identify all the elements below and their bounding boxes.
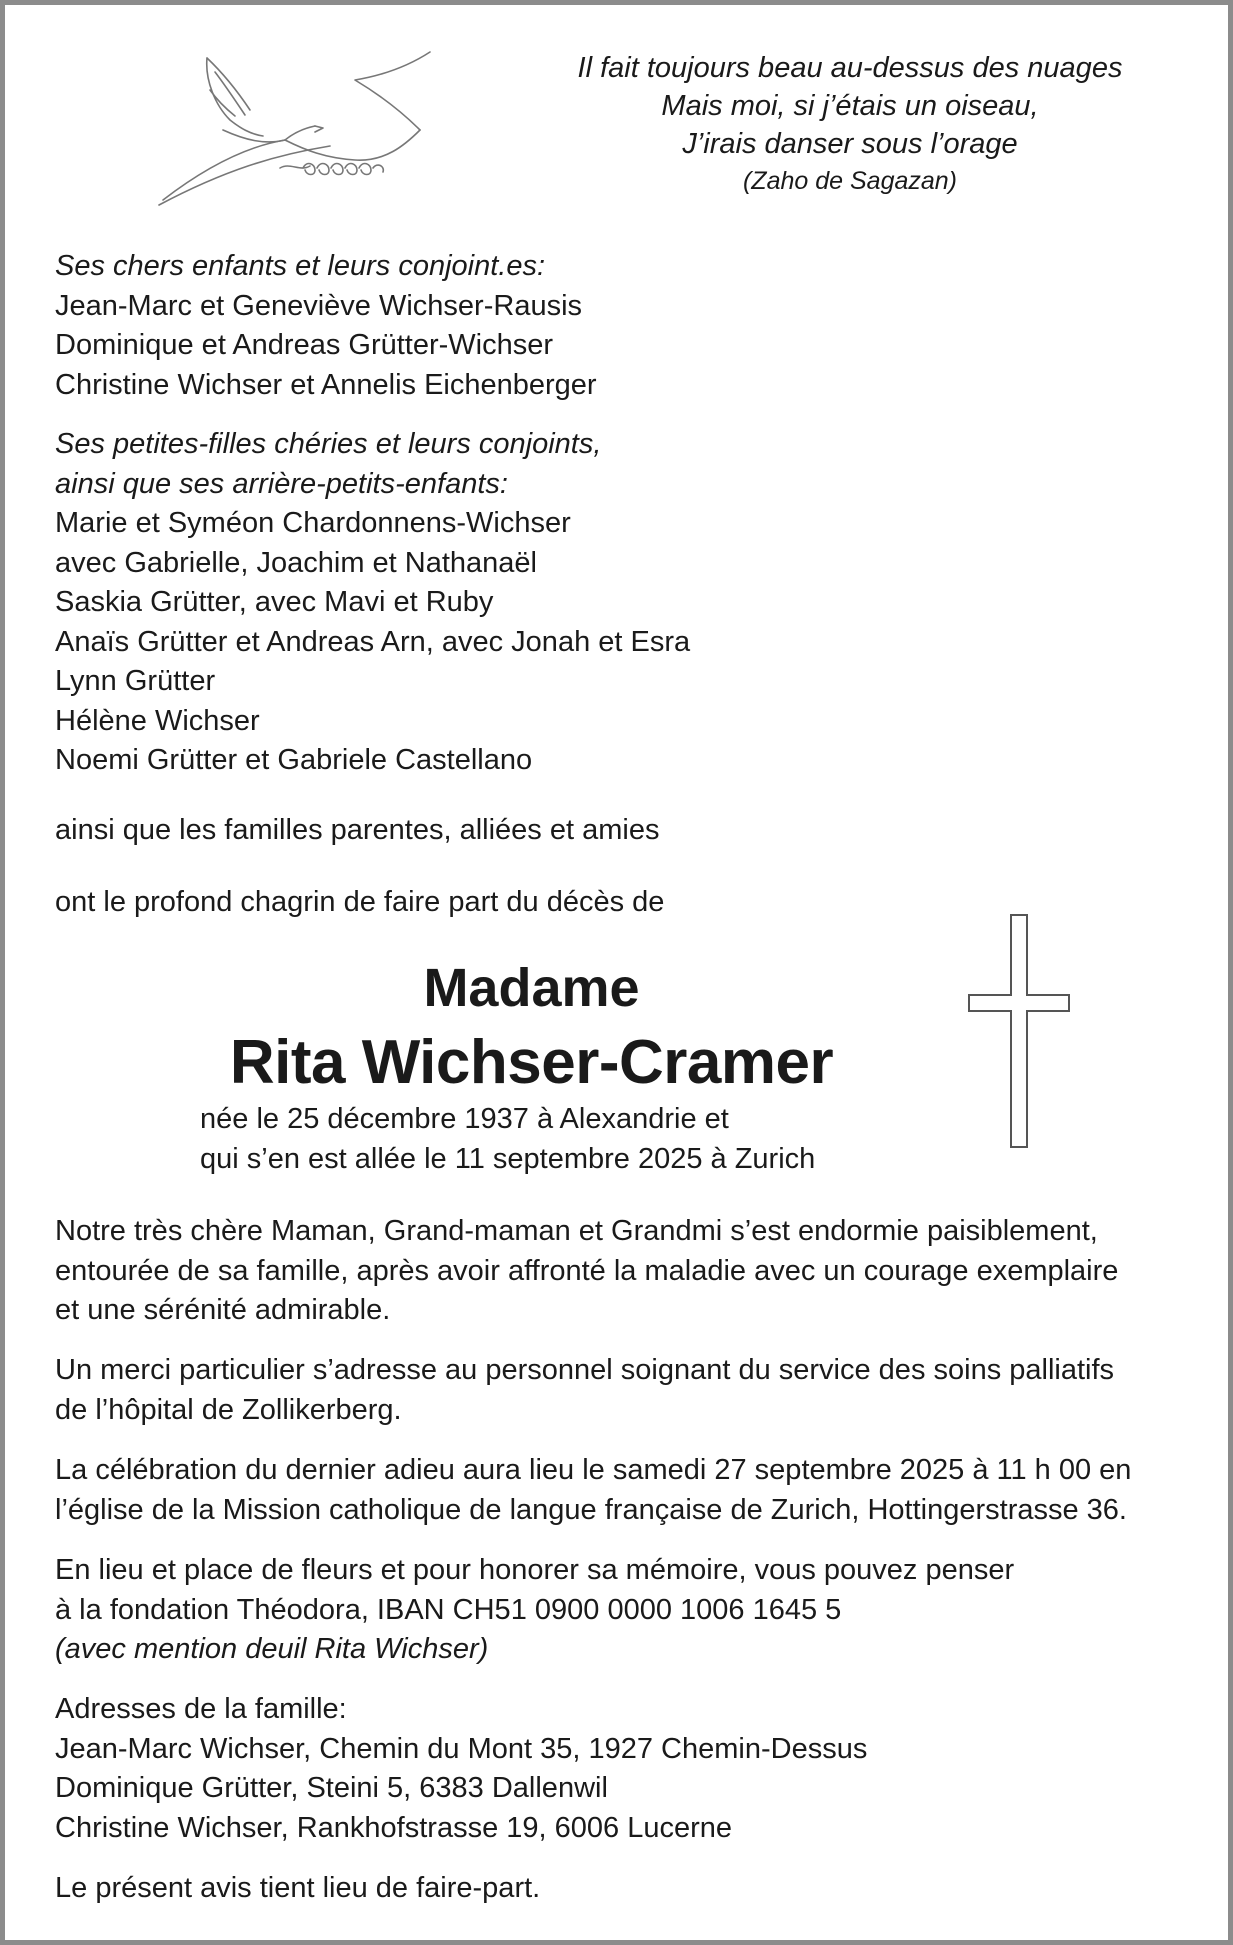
deceased-title: Madame xyxy=(423,958,640,1018)
address-line: Jean-Marc Wichser, Chemin du Mont 35, 1927 Chemin-Dessus xyxy=(55,1732,868,1765)
closing-line: Le présent avis tient lieu de faire-part. xyxy=(55,1872,541,1904)
poem-line: J’irais danser sous l’orage xyxy=(682,128,1018,160)
paragraph-line: l’église de la Mission catholique de langue française de Zurich, Hottingerstrasse 36. xyxy=(55,1493,1127,1526)
poem xyxy=(550,49,1150,199)
families-line: ainsi que les familles parentes, alliées et amies xyxy=(55,814,660,846)
donation-paragraph xyxy=(55,1551,1014,1670)
children-heading: Ses chers enfants et leurs conjoint.es: xyxy=(55,250,546,282)
grandchild-name: Lynn Grütter xyxy=(55,665,216,697)
addresses-section xyxy=(55,1690,867,1848)
donation-note: (avec mention deuil Rita Wichser) xyxy=(55,1633,489,1665)
paragraph-line: Notre très chère Maman, Grand-maman et Grandmi s’est endormie paisiblement, xyxy=(55,1215,1098,1247)
grandchildren-heading: Ses petites-filles chéries et leurs conjoints, xyxy=(55,428,602,460)
death-line: qui s’en est allée le 11 septembre 2025 à Zurich xyxy=(200,1142,816,1175)
deceased-name: Rita Wichser-Cramer xyxy=(229,1028,834,1097)
paragraph-line: de l’hôpital de Zollikerberg. xyxy=(55,1393,402,1426)
children-section xyxy=(55,247,597,405)
thanks-paragraph xyxy=(55,1351,1114,1430)
paragraph-line: Un merci particulier s’adresse au personnel soignant du service des soins palliatifs xyxy=(55,1354,1115,1386)
grandchild-name: avec Gabrielle, Joachim et Nathanaël xyxy=(55,546,537,579)
addresses-heading: Adresses de la famille: xyxy=(55,1693,347,1725)
paragraph-line: à la fondation Théodora, IBAN CH51 0900 0000 1006 1645 5 xyxy=(55,1593,842,1626)
grandchild-name: Anaïs Grütter et Andreas Arn, avec Jonah et Esra xyxy=(55,625,691,658)
grandchild-name: Hélène Wichser xyxy=(55,704,260,737)
poem-line: Il fait toujours beau au-dessus des nuages xyxy=(577,52,1123,84)
address-line: Christine Wichser, Rankhofstrasse 19, 6006 Lucerne xyxy=(55,1811,733,1844)
life-dates xyxy=(200,1100,815,1179)
announcement-line: ont le profond chagrin de faire part du décès de xyxy=(55,886,665,918)
grandchildren-heading: ainsi que ses arrière-petits-enfants: xyxy=(55,467,508,500)
grandchild-name: Noemi Grütter et Gabriele Castellano xyxy=(55,744,533,776)
ceremony-paragraph xyxy=(55,1451,1131,1530)
address-line: Dominique Grütter, Steini 5, 6383 Dallenwil xyxy=(55,1772,608,1804)
poem-author: (Zaho de Sagazan) xyxy=(742,167,958,195)
grandchild-name: Marie et Syméon Chardonnens-Wichser xyxy=(55,507,571,539)
tribute-paragraph xyxy=(55,1212,1118,1331)
grandchildren-section xyxy=(55,425,690,781)
cross-icon xyxy=(967,913,1071,1149)
child-name: Christine Wichser et Annelis Eichenberger xyxy=(55,368,597,401)
paragraph-line: En lieu et place de fleurs et pour honorer sa mémoire, vous pouvez penser xyxy=(55,1554,1015,1586)
child-name: Dominique et Andreas Grütter-Wichser xyxy=(55,329,554,361)
dove-icon xyxy=(155,50,435,210)
birth-line: née le 25 décembre 1937 à Alexandrie et xyxy=(200,1103,729,1135)
paragraph-line: La célébration du dernier adieu aura lieu le samedi 27 septembre 2025 à 11 h 00 en xyxy=(55,1454,1132,1486)
paragraph-line: et une sérénité admirable. xyxy=(55,1294,391,1326)
paragraph-line: entourée de sa famille, après avoir affronté la maladie avec un courage exemplaire xyxy=(55,1254,1119,1287)
grandchild-name: Saskia Grütter, avec Mavi et Ruby xyxy=(55,586,494,618)
poem-line: Mais moi, si j’étais un oiseau, xyxy=(661,90,1039,122)
child-name: Jean-Marc et Geneviève Wichser-Rausis xyxy=(55,289,583,322)
